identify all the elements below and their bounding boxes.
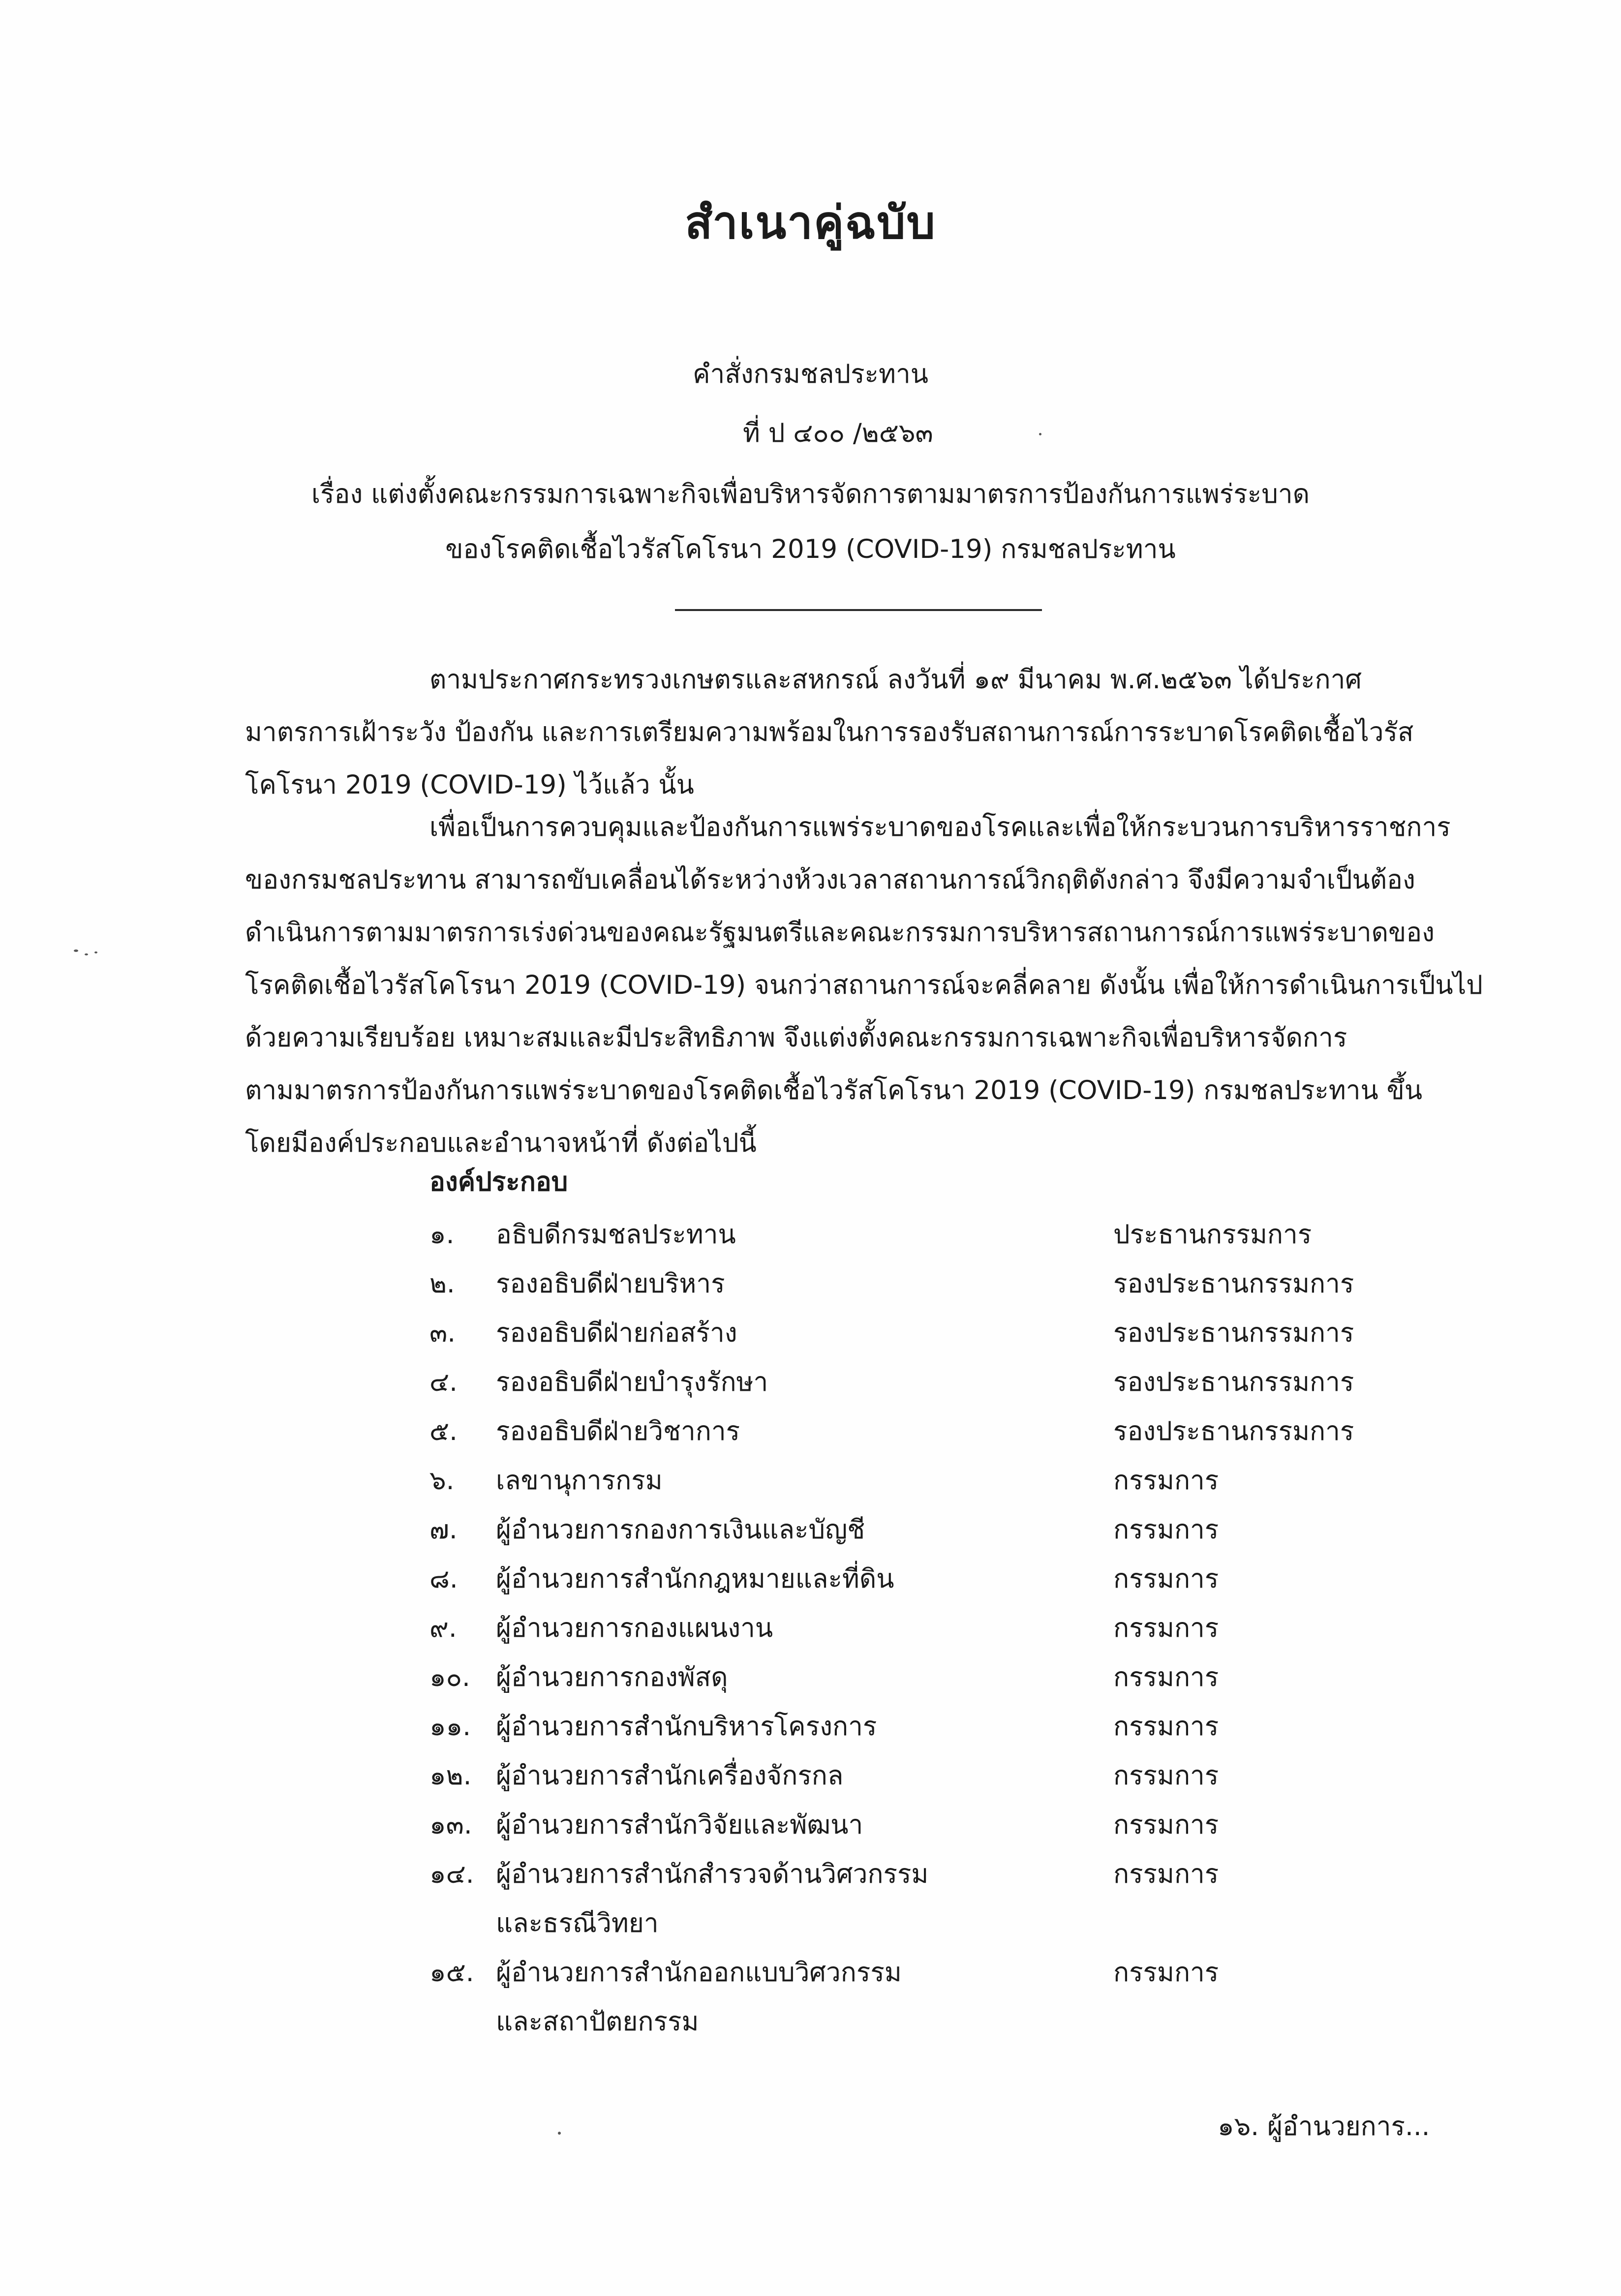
member-position: [496, 1850, 1113, 1948]
scan-speck: [94, 951, 97, 953]
member-role: กรรมการ: [1113, 1712, 1219, 1742]
member-position-line: ผู้อำนวยการกองการเงินและบัญชี: [496, 1515, 865, 1545]
copy-title: สำเนาคู่ฉบับ: [685, 196, 936, 249]
member-number: ๔.: [429, 1367, 458, 1397]
member-number: ๙.: [429, 1613, 457, 1643]
member-position-line: และสถาปัตยกรรม: [496, 2007, 699, 2037]
member-number: ๑๐.: [429, 1662, 470, 1692]
member-row: [429, 1505, 1413, 1555]
member-row: [429, 1358, 1413, 1407]
paragraph-2-line-5: ด้วยความเรียบร้อย เหมาะสมและมีประสิทธิภาพ จึงแต่งตั้งคณะกรรมการเฉพาะกิจเพื่อบริหารจัดการ: [245, 1023, 1347, 1053]
member-role: กรรมการ: [1113, 1761, 1219, 1791]
member-position-line: รองอธิบดีฝ่ายวิชาการ: [496, 1416, 740, 1446]
member-number: ๑๒.: [429, 1761, 472, 1791]
subject-line: เรื่อง แต่งตั้งคณะกรรมการเฉพาะกิจเพื่อบริหารจัดการตามมาตรการป้องกันการแพร่ระบาด: [311, 479, 1310, 509]
member-position: [496, 1309, 1113, 1358]
scan-speck: [1039, 433, 1041, 435]
member-role: รองประธานกรรมการ: [1113, 1416, 1354, 1446]
member-number: ๓.: [429, 1318, 456, 1348]
member-role: กรรมการ: [1113, 1859, 1219, 1889]
member-role: รองประธานกรรมการ: [1113, 1318, 1354, 1348]
member-position: [496, 1555, 1113, 1604]
member-number: ๑๕.: [429, 1958, 474, 1988]
title-divider: [675, 609, 1042, 611]
member-position: [496, 1456, 1113, 1505]
subject-line-continued: ของโรคติดเชื้อไวรัสโคโรนา 2019 (COVID-19) กรมชลประทาน: [445, 534, 1176, 564]
paragraph-2-line-1: เพื่อเป็นการควบคุมและป้องกันการแพร่ระบาดของโรคและเพื่อให้กระบวนการบริหารราชการ: [429, 812, 1451, 842]
member-row: [429, 1801, 1413, 1850]
member-position-line: ผู้อำนวยการสำนักสำรวจด้านวิศวกรรม: [496, 1859, 929, 1889]
member-row: [429, 1702, 1413, 1751]
member-row: [429, 1604, 1413, 1653]
member-row: [429, 1653, 1413, 1702]
member-role: รองประธานกรรมการ: [1113, 1367, 1354, 1397]
composition-title: องค์ประกอบ: [429, 1167, 568, 1197]
member-position: [496, 1505, 1113, 1555]
member-role: กรรมการ: [1113, 1564, 1219, 1594]
member-number: ๑๔.: [429, 1859, 474, 1889]
member-position: [496, 1604, 1113, 1653]
member-position-line: รองอธิบดีฝ่ายบริหาร: [496, 1269, 725, 1299]
member-position: [496, 1653, 1113, 1702]
member-role: กรรมการ: [1113, 1466, 1219, 1496]
member-position: [496, 1259, 1113, 1309]
member-number: ๘.: [429, 1564, 458, 1594]
scan-speck: [74, 949, 78, 952]
member-role: กรรมการ: [1113, 1613, 1219, 1643]
member-position-line: เลขานุการกรม: [496, 1466, 663, 1496]
member-position-line: ผู้อำนวยการสำนักบริหารโครงการ: [496, 1712, 877, 1742]
member-row: [429, 1456, 1413, 1505]
paragraph-2-line-7: โดยมีองค์ประกอบและอำนาจหน้าที่ ดังต่อไปนี้: [245, 1128, 757, 1158]
scan-speck: [85, 953, 88, 955]
member-role: กรรมการ: [1113, 1810, 1219, 1840]
member-position-line: รองอธิบดีฝ่ายก่อสร้าง: [496, 1318, 737, 1348]
paragraph-2-line-4: โรคติดเชื้อไวรัสโคโรนา 2019 (COVID-19) จนกว่าสถานการณ์จะคลี่คลาย ดังนั้น เพื่อให้การดำเนินการเป็นไป: [245, 970, 1483, 1000]
member-row: [429, 1407, 1413, 1456]
member-number: ๒.: [429, 1269, 455, 1299]
member-role: กรรมการ: [1113, 1662, 1219, 1692]
member-position-line: รองอธิบดีฝ่ายบำรุงรักษา: [496, 1367, 768, 1397]
member-position-line: อธิบดีกรมชลประทาน: [496, 1220, 736, 1250]
member-position-line: ผู้อำนวยการสำนักกฎหมายและที่ดิน: [496, 1564, 894, 1594]
member-position-line: ผู้อำนวยการสำนักวิจัยและพัฒนา: [496, 1810, 863, 1840]
member-position: [496, 1407, 1113, 1456]
paragraph-1-line-2: มาตรการเฝ้าระวัง ป้องกัน และการเตรียมความพร้อมในการรองรับสถานการณ์การระบาดโรคติดเชื้อไวรัส: [245, 717, 1414, 747]
member-row: [429, 1210, 1413, 1259]
member-role: รองประธานกรรมการ: [1113, 1269, 1354, 1299]
member-number: ๕.: [429, 1416, 458, 1446]
paragraph-1: [245, 653, 1463, 811]
member-position: [496, 1751, 1113, 1801]
member-row: [429, 1751, 1413, 1801]
member-row: [429, 1259, 1413, 1309]
paragraph-2: [245, 801, 1483, 1169]
member-number: ๗.: [429, 1515, 458, 1545]
member-position-line: ผู้อำนวยการสำนักออกแบบวิศวกรรม: [496, 1958, 902, 1988]
member-number: ๑๑.: [429, 1712, 471, 1742]
member-position: [496, 1702, 1113, 1751]
member-list: [429, 1210, 1413, 2047]
member-position-line: และธรณีวิทยา: [496, 1908, 659, 1938]
member-position-line: ผู้อำนวยการกองพัสดุ: [496, 1662, 728, 1692]
paragraph-1-line-3: โคโรนา 2019 (COVID-19) ไว้แล้ว นั้น: [245, 770, 694, 800]
member-position: [496, 1801, 1113, 1850]
member-row: [429, 1948, 1413, 2047]
member-row: [429, 1850, 1413, 1948]
member-row: [429, 1309, 1413, 1358]
member-position: [496, 1358, 1113, 1407]
member-role: กรรมการ: [1113, 1958, 1219, 1988]
paragraph-2-line-3: ดำเนินการตามมาตรการเร่งด่วนของคณะรัฐมนตรีและคณะกรรมการบริหารสถานการณ์การแพร่ระบาดของ: [245, 918, 1435, 948]
paragraph-1-line-1: ตามประกาศกระทรวงเกษตรและสหกรณ์ ลงวันที่ ๑๙ มีนาคม พ.ศ.๒๕๖๓ ได้ประกาศ: [429, 665, 1362, 695]
paragraph-2-line-2: ของกรมชลประทาน สามารถขับเคลื่อนได้ระหว่างห้วงเวลาสถานการณ์วิกฤติดังกล่าว จึงมีความจำเป็นต้อง: [245, 865, 1415, 895]
paragraph-2-line-6: ตามมาตรการป้องกันการแพร่ระบาดของโรคติดเชื้อไวรัสโคโรนา 2019 (COVID-19) กรมชลประทาน ขึ้น: [245, 1075, 1423, 1105]
member-row: [429, 1555, 1413, 1604]
member-role: ประธานกรรมการ: [1113, 1220, 1312, 1250]
member-number: ๖.: [429, 1466, 455, 1496]
member-role: กรรมการ: [1113, 1515, 1219, 1545]
member-position: [496, 1948, 1113, 2047]
member-position: [496, 1210, 1113, 1259]
member-position-line: ผู้อำนวยการกองแผนงาน: [496, 1613, 773, 1643]
order-heading: คำสั่งกรมชลประทาน: [693, 359, 928, 389]
continuation-note: ๑๖. ผู้อำนวยการ...: [1218, 2112, 1430, 2142]
order-number: ที่ ป ๔๐๐ /๒๕๖๓: [743, 418, 933, 448]
member-number: ๑๓.: [429, 1810, 472, 1840]
member-number: ๑.: [429, 1220, 455, 1250]
scan-speck: [558, 2132, 561, 2135]
member-position-line: ผู้อำนวยการสำนักเครื่องจักรกล: [496, 1761, 844, 1791]
